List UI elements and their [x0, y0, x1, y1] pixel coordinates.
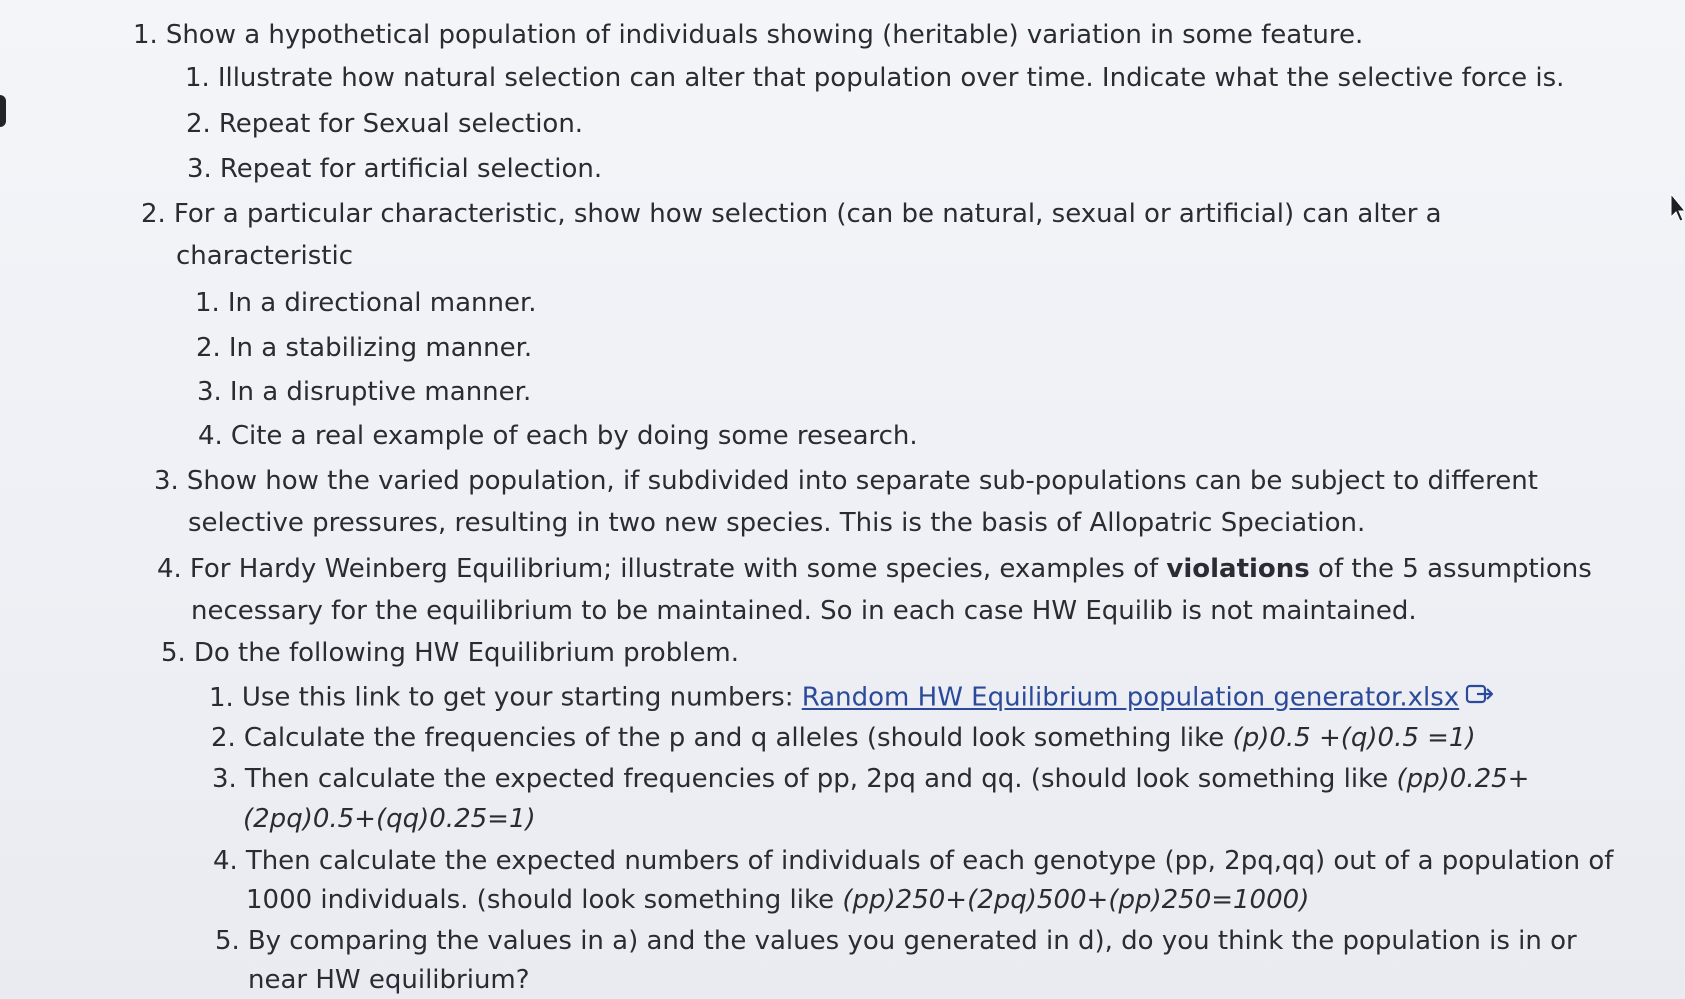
list-item: 4. Then calculate the expected numbers of individuals of each genotype (pp, 2pq,qq) out of a population of — [213, 846, 1614, 876]
list-item: 4. For Hardy Weinberg Equilibrium; illustrate with some species, examples of violations of the 5 assumptions — [157, 554, 1592, 584]
list-item-continuation: characteristic — [176, 241, 353, 271]
list-item: 3. Repeat for artificial selection. — [187, 154, 603, 184]
list-item: 2. In a stabilizing manner. — [196, 333, 533, 363]
list-item: 1. Illustrate how natural selection can alter that population over time. Indicate what the selective force is. — [185, 63, 1565, 93]
list-item: 5. By comparing the values in a) and the values you generated in d), do you think the population is in or — [215, 926, 1577, 956]
list-item: 2. Calculate the frequencies of the p and q alleles (should look something like (p)0.5 +(q)0.5 =1) — [211, 723, 1476, 753]
list-item: 3. Show how the varied population, if subdivided into separate sub-populations can be subject to different — [154, 466, 1538, 496]
emphasis-text: violations — [1166, 554, 1310, 584]
list-item: 4. Cite a real example of each by doing some research. — [198, 421, 918, 451]
list-item-continuation: selective pressures, resulting in two new species. This is the basis of Allopatric Speciation. — [188, 508, 1366, 538]
list-item-continuation: 1000 individuals. (should look something like (pp)250+(2pq)500+(pp)250=1000) — [246, 885, 1310, 915]
list-item: 1. In a directional manner. — [195, 288, 537, 318]
list-item: 1. Use this link to get your starting numbers: Random HW Equilibrium population generator.xlsx — [209, 681, 1495, 715]
list-item: 3. In a disruptive manner. — [197, 377, 532, 407]
list-item: 5. Do the following HW Equilibrium problem. — [161, 638, 740, 668]
cursor-arrow-icon — [1670, 193, 1685, 227]
list-item: 2. Repeat for Sexual selection. — [186, 109, 584, 139]
list-item-continuation: (2pq)0.5+(qq)0.25=1) — [243, 804, 536, 834]
list-item-continuation: necessary for the equilibrium to be maintained. So in each case HW Equilib is not maintained. — [191, 596, 1417, 626]
external-link-icon[interactable] — [1465, 681, 1495, 715]
left-edge-marker — [0, 95, 6, 127]
hw-generator-link[interactable]: Random HW Equilibrium population generator.xlsx — [801, 682, 1460, 713]
list-item: 2. For a particular characteristic, show how selection (can be natural, sexual or artificial) can alter a — [141, 199, 1442, 229]
list-item: 1. Show a hypothetical population of individuals showing (heritable) variation in some feature. — [133, 20, 1364, 50]
list-item: 3. Then calculate the expected frequencies of pp, 2pq and qq. (should look something like (pp)0.25+ — [212, 764, 1530, 794]
list-item-continuation: near HW equilibrium? — [248, 965, 530, 995]
